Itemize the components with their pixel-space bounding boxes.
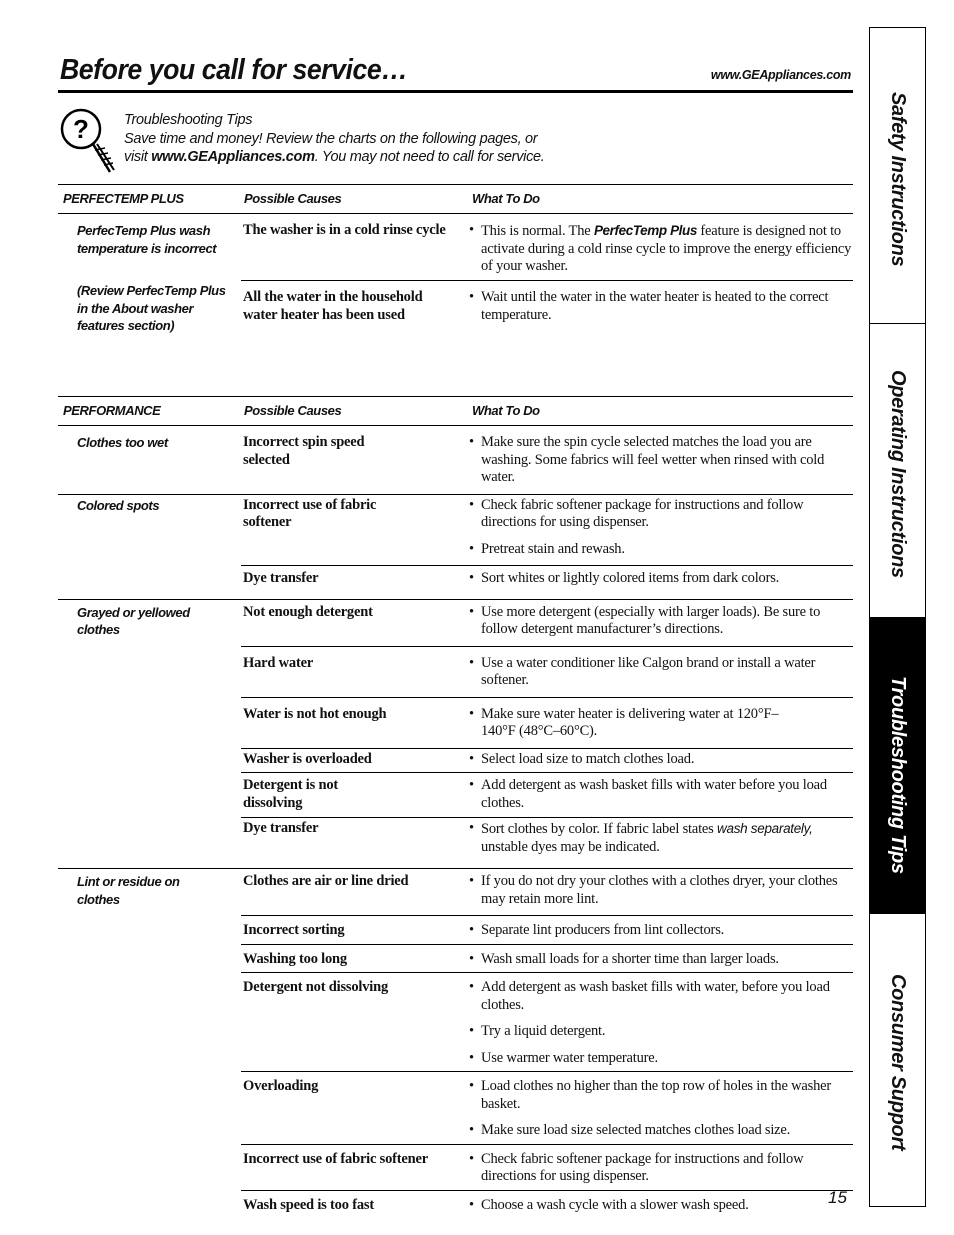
column-what-to-do: What To Do bbox=[472, 191, 540, 206]
cause-row bbox=[241, 1072, 853, 1145]
column-what-to-do: What To Do bbox=[472, 403, 540, 418]
tab-troubleshooting-tips[interactable] bbox=[870, 618, 925, 914]
cause-label: Washer is overloaded bbox=[243, 750, 372, 767]
tab-safety-instructions[interactable] bbox=[870, 28, 925, 324]
cause-label: Detergent not dissolving bbox=[243, 979, 389, 995]
cause-label: Incorrect use of fabric softener bbox=[243, 1150, 428, 1167]
todo-list bbox=[469, 749, 853, 773]
todo-item: • Add detergent as wash basket fills with water before you load clothes. bbox=[469, 777, 853, 812]
cause-label: Hard water bbox=[243, 654, 314, 671]
todo-item: • Try a liquid detergent. bbox=[469, 1023, 853, 1041]
todo-item: • Choose a wash cycle with a slower wash speed. bbox=[469, 1197, 853, 1215]
cause-row bbox=[241, 698, 853, 749]
todo-item: • Use warmer water temperature. bbox=[469, 1050, 853, 1068]
cause-label: Incorrect sorting bbox=[243, 922, 345, 938]
problem-group bbox=[58, 869, 853, 1221]
todo-list bbox=[469, 214, 853, 283]
cause-label: Washing too long bbox=[243, 950, 347, 967]
problem-group bbox=[58, 495, 853, 600]
todo-list bbox=[469, 869, 853, 915]
todo-list bbox=[469, 566, 853, 599]
todo-list bbox=[469, 1072, 853, 1144]
perfectemp-plus-section bbox=[58, 184, 853, 384]
cause-row bbox=[241, 973, 853, 1072]
todo-list bbox=[469, 600, 853, 646]
cause-label: Detergent is not dissolving bbox=[243, 777, 339, 811]
todo-item: • Make sure load size selected matches clothes load size. bbox=[469, 1122, 853, 1140]
question-magnifier-icon bbox=[58, 106, 118, 178]
cause-row bbox=[241, 773, 853, 818]
problem-label: PerfecTemp Plus wash temperature is incorrect bbox=[77, 223, 217, 256]
problem-label: Lint or residue on clothes bbox=[77, 874, 180, 907]
todo-list bbox=[469, 973, 853, 1071]
todo-item: • Pretreat stain and rewash. bbox=[469, 541, 853, 559]
cause-label: Dye transfer bbox=[243, 820, 319, 836]
todo-item: • Check fabric softener package for instructions and follow directions for using dispenser. bbox=[469, 497, 853, 532]
todo-list bbox=[469, 1145, 853, 1190]
tab-label: Operating Instructions bbox=[887, 370, 909, 578]
todo-item: • Wait until the water in the water heater is heated to the correct temperature. bbox=[469, 289, 853, 324]
cause-row bbox=[241, 1191, 853, 1222]
todo-list bbox=[469, 281, 853, 331]
problem-label: Clothes too wet bbox=[77, 435, 168, 450]
page-title: Before you call for service… bbox=[60, 54, 408, 86]
tab-label: Consumer Support bbox=[887, 974, 909, 1151]
problem-group bbox=[58, 214, 853, 384]
problem-group bbox=[58, 426, 853, 495]
cause-row bbox=[241, 945, 853, 974]
tips-line-1: Save time and money! Review the charts on the following pages, or bbox=[124, 130, 538, 147]
cause-row bbox=[241, 495, 853, 567]
todo-item: • Sort clothes by color. If fabric label states wash separately, unstable dyes may be indicated. bbox=[469, 820, 853, 856]
tips-website-link[interactable]: www.GEAppliances.com bbox=[151, 149, 315, 165]
tab-consumer-support[interactable] bbox=[870, 914, 925, 1206]
todo-list bbox=[469, 818, 853, 868]
tips-line-2: visit www.GEAppliances.com. You may not need to call for service. bbox=[124, 149, 545, 165]
cause-label: Incorrect use of fabric softener bbox=[243, 496, 377, 530]
troubleshooting-tips-intro bbox=[124, 111, 545, 167]
todo-item: • Add detergent as wash basket fills with water, before you load clothes. bbox=[469, 979, 853, 1014]
cause-row bbox=[241, 916, 853, 945]
cause-row bbox=[241, 818, 853, 868]
todo-list bbox=[469, 916, 853, 944]
todo-item: • Use a water conditioner like Calgon brand or install a water softener. bbox=[469, 655, 853, 690]
page-number: 15 bbox=[828, 1188, 847, 1207]
column-possible-causes: Possible Causes bbox=[244, 191, 342, 206]
problem-note: (Review PerfecTemp Plus in the About washer features section) bbox=[77, 283, 226, 333]
cause-label: Incorrect spin speed selected bbox=[243, 434, 365, 468]
cause-row bbox=[241, 281, 853, 331]
todo-item: • Select load size to match clothes load. bbox=[469, 751, 853, 769]
todo-item: • Separate lint producers from lint collectors. bbox=[469, 922, 853, 940]
cause-row bbox=[241, 647, 853, 698]
cause-label: Clothes are air or line dried bbox=[243, 873, 409, 889]
cause-label: Dye transfer bbox=[243, 570, 319, 586]
section-heading: PERFECTEMP PLUS bbox=[63, 191, 184, 206]
todo-item: • Wash small loads for a shorter time than larger loads. bbox=[469, 951, 853, 969]
todo-list bbox=[469, 495, 853, 566]
todo-item: • Make sure the spin cycle selected matches the load you are washing. Some fabrics will feel wetter when rinsed with cold water. bbox=[469, 434, 853, 487]
cause-label: Wash speed is too fast bbox=[243, 1196, 374, 1213]
cause-row bbox=[241, 749, 853, 774]
cause-label: Water is not hot enough bbox=[243, 705, 387, 722]
cause-label: Overloading bbox=[243, 1078, 319, 1094]
problem-group bbox=[58, 600, 853, 870]
cause-row bbox=[241, 600, 853, 647]
section-tabs-sidebar bbox=[869, 27, 926, 1207]
tab-operating-instructions[interactable] bbox=[870, 324, 925, 618]
problem-label: Grayed or yellowed clothes bbox=[77, 604, 190, 637]
section-heading: PERFORMANCE bbox=[63, 403, 161, 418]
todo-list bbox=[469, 773, 853, 817]
todo-list bbox=[469, 647, 853, 697]
todo-item: • Make sure water heater is delivering water at 120°F–140°F (48°C–60°C). bbox=[469, 706, 853, 741]
todo-list bbox=[469, 426, 853, 494]
tab-label: Troubleshooting Tips bbox=[887, 676, 909, 874]
cause-row bbox=[241, 214, 853, 281]
todo-item: • Sort whites or lightly colored items from dark colors. bbox=[469, 570, 853, 588]
svg-text:?: ? bbox=[73, 114, 89, 144]
cause-row bbox=[241, 869, 853, 916]
cause-row bbox=[241, 1145, 853, 1191]
website-url[interactable]: www.GEAppliances.com bbox=[710, 68, 851, 82]
cause-label: Not enough detergent bbox=[243, 603, 373, 620]
tab-label: Safety Instructions bbox=[887, 92, 909, 267]
todo-item: • This is normal. The PerfecTemp Plus feature is designed not to activate during a cold rinse cycle to improve the energy efficiency of your washer. bbox=[469, 222, 853, 276]
tips-heading: Troubleshooting Tips bbox=[124, 112, 253, 128]
column-possible-causes: Possible Causes bbox=[244, 403, 342, 418]
title-rule bbox=[58, 90, 853, 93]
todo-item: • Check fabric softener package for instructions and follow directions for using dispenser. bbox=[469, 1151, 853, 1186]
cause-label: All the water in the household water heater has been used bbox=[243, 289, 423, 323]
todo-list bbox=[469, 945, 853, 973]
todo-item: • Load clothes no higher than the top row of holes in the washer basket. bbox=[469, 1078, 853, 1113]
todo-list bbox=[469, 698, 853, 748]
todo-item: • Use more detergent (especially with larger loads). Be sure to follow detergent manufacturer’s directions. bbox=[469, 604, 853, 639]
cause-row bbox=[241, 426, 853, 494]
performance-section bbox=[58, 396, 853, 1221]
problem-label: Colored spots bbox=[77, 497, 160, 513]
cause-row bbox=[241, 566, 853, 599]
section-header bbox=[58, 396, 853, 426]
section-header bbox=[58, 184, 853, 214]
cause-label: The washer is in a cold rinse cycle bbox=[243, 222, 446, 238]
todo-list bbox=[469, 1191, 853, 1222]
todo-item: • If you do not dry your clothes with a clothes dryer, your clothes may retain more lint. bbox=[469, 873, 853, 908]
